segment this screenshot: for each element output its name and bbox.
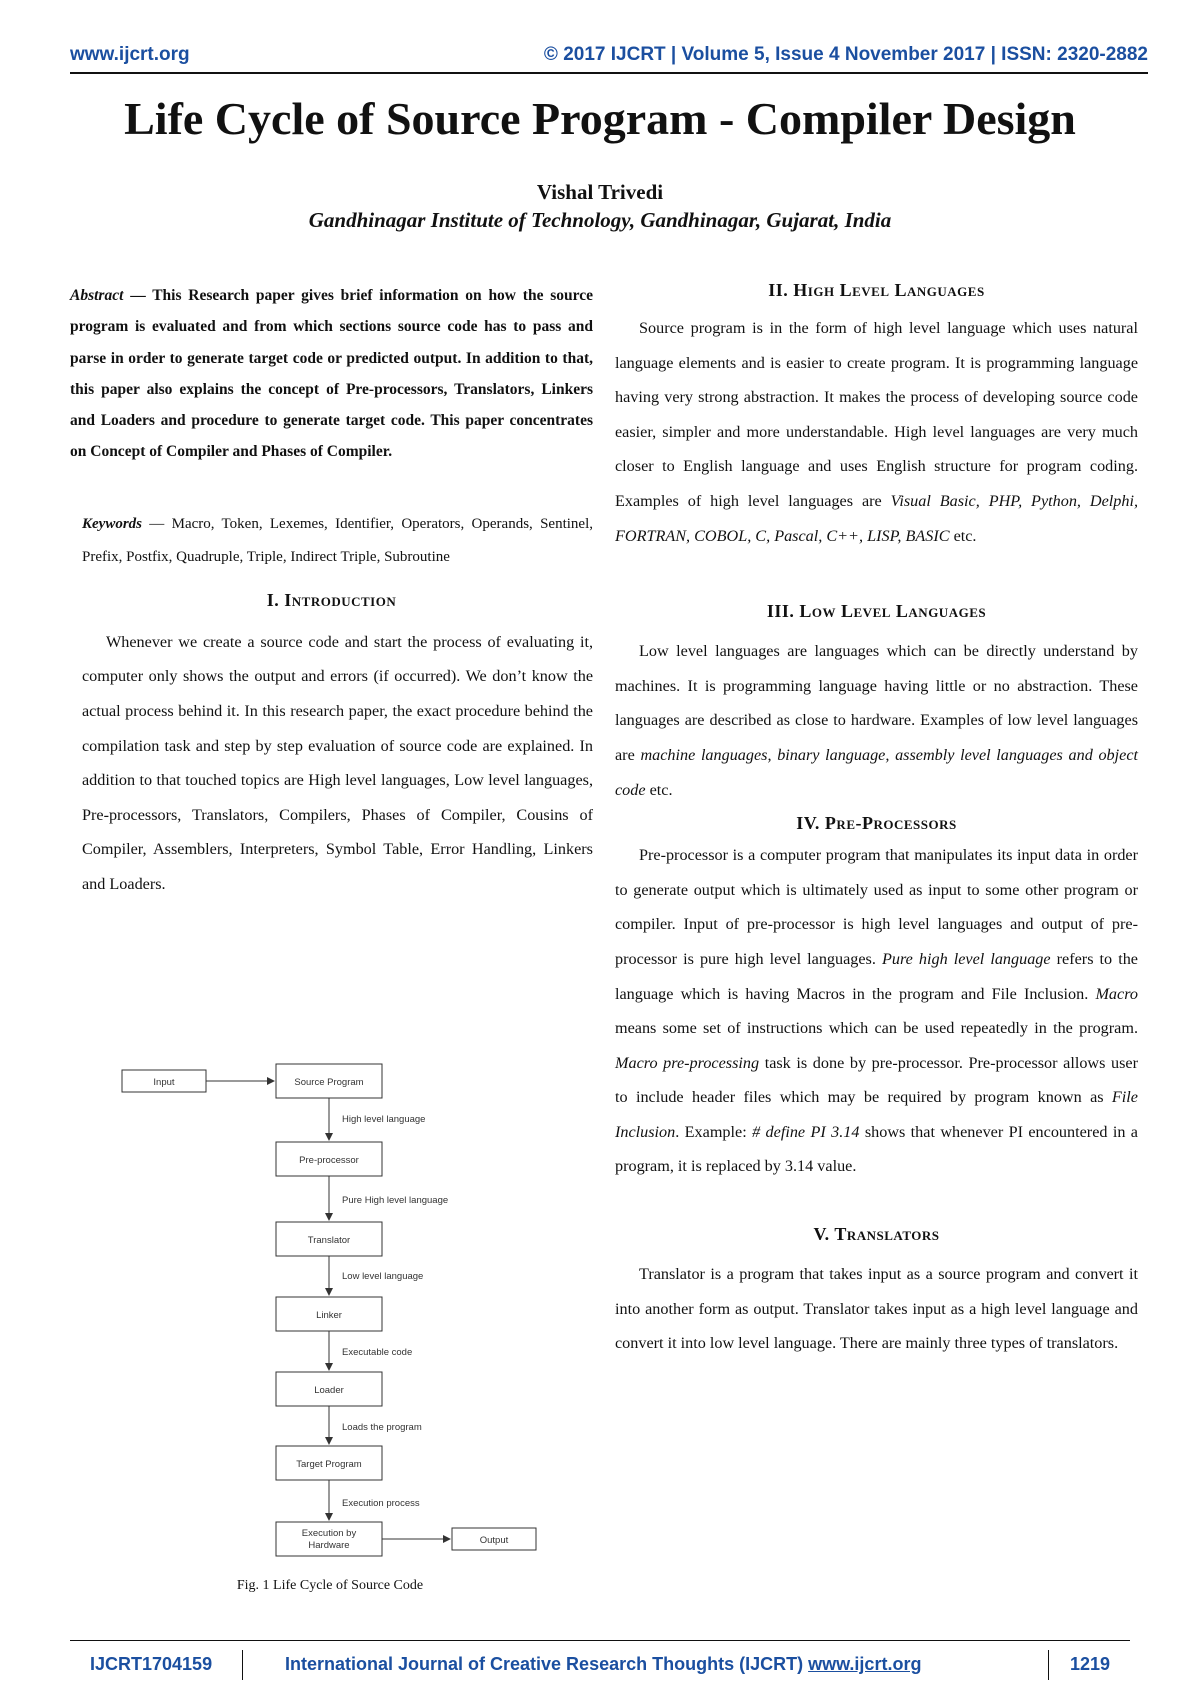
pre-italic-1: Pure high level language <box>881 949 1051 968</box>
label-target-program: Target Program <box>296 1459 362 1470</box>
edge-label-execution-process: Execution process <box>342 1498 420 1509</box>
low-level-text-b: etc. <box>645 780 673 799</box>
abstract <box>70 280 593 468</box>
footer-separator <box>242 1650 243 1680</box>
left-column <box>70 280 593 902</box>
label-pre-processor: Pre-processor <box>299 1155 359 1166</box>
label-loader: Loader <box>314 1385 344 1396</box>
label-execution-line1: Execution by <box>301 1528 357 1539</box>
life-cycle-diagram <box>120 1060 540 1580</box>
label-output: Output <box>479 1535 509 1546</box>
footer-page-number: 1219 <box>1070 1654 1111 1674</box>
high-level-examples: Visual Basic, PHP, Python, Delphi, FORTRAN, COBOL, C, Pascal, C++, LISP, BASIC <box>615 491 1138 545</box>
edge-label-pure-high-level: Pure High level language <box>342 1195 449 1206</box>
page-header <box>70 40 1148 70</box>
figure-caption: Fig. 1 Life Cycle of Source Code <box>236 1578 424 1593</box>
pre-text-1: Pre-processor is a computer program that manipulates its input data in order to generate output which is ultimately used as input to some other program or compiler. Input of pre-processor is high level languages and output of pre-processor is pure high level languages. <box>615 846 1138 968</box>
footer-link[interactable]: www.ijcrt.org <box>808 1654 922 1674</box>
pre-text-4: task is done by pre-processor. Pre-processor allows user to include header files which may be required by program known as <box>615 1053 1138 1107</box>
section-heading-translators: V. Translators <box>813 1224 940 1245</box>
header-site[interactable]: www.ijcrt.org <box>70 44 190 65</box>
header-journal-info: © 2017 IJCRT | Volume 5, Issue 4 November 2017 | ISSN: 2320-2882 <box>543 44 1148 65</box>
label-source-program: Source Program <box>294 1077 364 1088</box>
label-translator: Translator <box>307 1235 351 1246</box>
footer-journal <box>285 1654 921 1675</box>
keywords-lead: Keywords <box>82 515 142 532</box>
footer-separator <box>1048 1650 1049 1680</box>
pre-processors-text <box>615 838 1138 1184</box>
right-column <box>615 280 1138 1361</box>
footer-rule <box>70 1640 1130 1641</box>
pre-italic-4: File Inclusion <box>615 1088 1138 1141</box>
edge-label-low-level: Low level language <box>342 1271 424 1282</box>
author-name: Vishal Trivedi <box>536 180 664 204</box>
low-level-text-a: Low level languages are languages which can be directly understand by machines. It is programming language having little or no abstraction. These languages are described as close to hardware. Examples of low level languages are <box>615 642 1138 764</box>
edge-label-executable-code: Executable code <box>342 1347 413 1358</box>
page-footer <box>70 1650 1130 1680</box>
label-linker: Linker <box>316 1310 342 1321</box>
footer-journal-name: International Journal of Creative Research Thoughts (IJCRT) <box>285 1654 809 1674</box>
pre-italic-3: Macro pre-processing <box>615 1053 760 1072</box>
low-level-text <box>615 634 1138 807</box>
edge-label-loads-program: Loads the program <box>342 1422 422 1433</box>
high-level-text <box>615 311 1138 553</box>
keywords <box>82 508 593 574</box>
footer-paper-id: IJCRT1704159 <box>90 1654 213 1674</box>
introduction-text: Whenever we create a source code and start the process of evaluating it, computer only shows the output and errors (if occurred). We don’t know the actual process behind it. In this research paper, the exact procedure behind the compilation task and step by step evaluation of source code are explained. In addition to that touched topics are High level languages, Low level languages, Pre-processors, Translators, Compilers, Phases of Compiler, Cousins of Compiler, Assemblers, Interpreters, Symbol Table, Error Handling, Linkers and Loaders. <box>82 632 593 893</box>
section-heading-low-level: III. Low Level Languages <box>766 601 987 622</box>
pre-text-6: shows that whenever PI encountered in a program, it is replaced by 3.14 value. <box>615 1122 1138 1176</box>
section-heading-pre-processors: IV. Pre-Processors <box>796 813 957 834</box>
high-level-text-a: Source program is in the form of high level language which uses natural language elements and is easier to create program. It is programming language having very strong abstraction. It makes the process of developing source code easier, simpler and more understandable. High level languages are very much closer to English language and uses English structure for program coding. Examples of high level languages are <box>615 319 1138 510</box>
pre-text-2: refers to the language which is having Macros in the program and File Inclusion. <box>615 949 1138 1003</box>
pre-text-5: . Example: <box>675 1122 753 1141</box>
abstract-text: — This Research paper gives brief information on how the source program is evaluated and from which sections source code has to pass and parse in order to generate target code or predicted output. In addition to that, this paper also explains the concept of Pre-processors, Translators, Linkers and Loaders and procedure to generate target code. This paper concentrates on Concept of Compiler and Phases of Compiler. <box>70 287 593 461</box>
abstract-lead: Abstract <box>70 287 124 304</box>
author-affiliation: Gandhinagar Institute of Technology, Gandhinagar, Gujarat, India <box>308 208 892 232</box>
paper-title: Life Cycle of Source Program - Compiler Design <box>124 93 1076 144</box>
section-heading-introduction: I. Introduction <box>266 589 397 610</box>
edge-label-high-level: High level language <box>342 1114 426 1125</box>
section-heading-high-level: II. High Level Languages <box>768 280 985 300</box>
label-input: Input <box>153 1077 175 1088</box>
header-rule <box>70 72 1148 74</box>
pre-text-3: means some set of instructions which can be used repeatedly in the program. <box>615 1019 1138 1038</box>
translators-text: Translator is a program that takes input as a source program and convert it into another form as output. Translator takes input as a high level language and convert it into low level language. There are mainly three types of translators. <box>615 1265 1138 1353</box>
label-execution-line2: Hardware <box>308 1540 350 1551</box>
pre-italic-2: Macro <box>1095 984 1138 1003</box>
pre-italic-5: # define PI 3.14 <box>752 1122 860 1141</box>
high-level-text-b: etc. <box>949 526 977 545</box>
keywords-text: — Macro, Token, Lexemes, Identifier, Operators, Operands, Sentinel, Prefix, Postfix, Quadruple, Triple, Indirect Triple, Subroutine <box>82 515 593 565</box>
figure-life-cycle <box>120 1060 540 1580</box>
low-level-examples: machine languages, binary language, assembly level languages and object code <box>615 745 1138 799</box>
